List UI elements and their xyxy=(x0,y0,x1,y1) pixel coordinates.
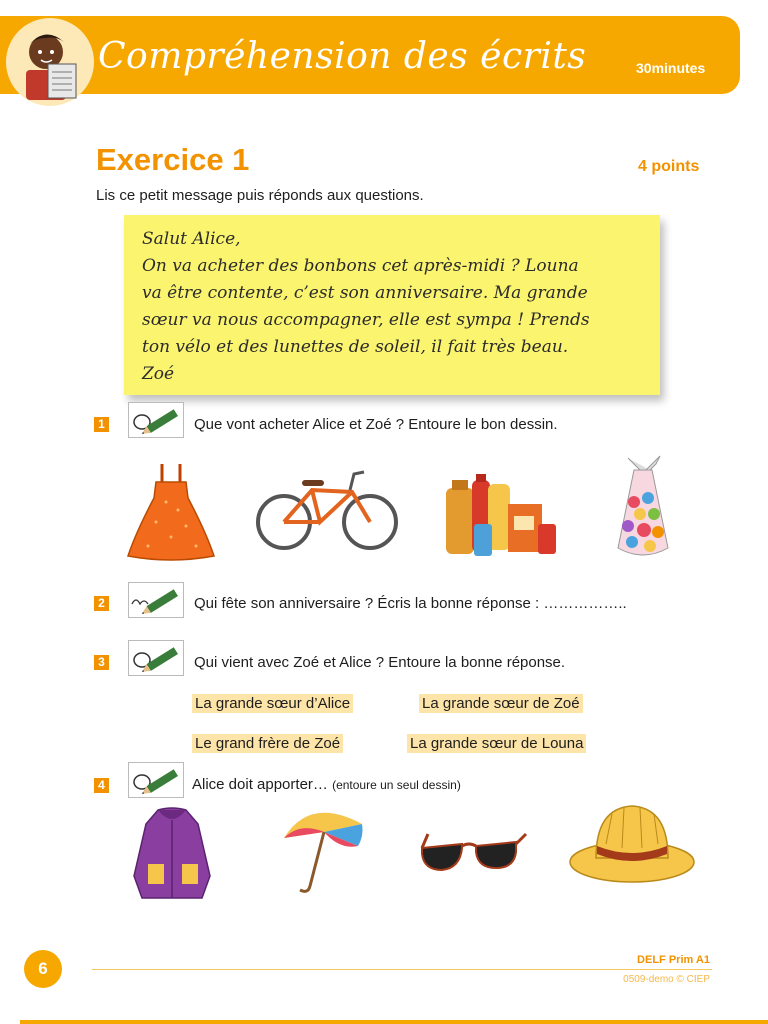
question-text: Qui fête son anniversaire ? Écris la bonne réponse : …………….. xyxy=(194,595,627,612)
note-line: ton vélo et des lunettes de soleil, il fait très beau. xyxy=(142,337,569,357)
footer-copyright: 0509-demo © CIEP xyxy=(623,974,710,985)
answer-choice[interactable]: La grande sœur de Zoé xyxy=(419,694,583,713)
drinks-picture[interactable] xyxy=(442,474,560,560)
pencil-circle-icon xyxy=(128,640,184,676)
candy-bag-picture[interactable] xyxy=(610,452,676,564)
pencil-write-icon xyxy=(128,582,184,618)
section-title: Compréhension des écrits xyxy=(98,36,587,77)
question-text-main: Alice doit apporter… xyxy=(192,776,328,793)
note-line: sœur va nous accompagner, elle est sympa ! Prends xyxy=(142,310,590,330)
bicycle-picture[interactable] xyxy=(252,466,400,554)
raincoat-picture[interactable] xyxy=(128,806,216,902)
note-line: Salut Alice, xyxy=(142,229,241,249)
footer-exam-label: DELF Prim A1 xyxy=(637,954,710,966)
note-line: On va acheter des bonbons cet après-midi ? Louna xyxy=(142,256,579,276)
bottom-bar xyxy=(20,1020,768,1024)
question-text xyxy=(192,776,461,793)
note-line: va être contente, c’est son anniversaire. Ma grande xyxy=(142,283,588,303)
duration-label: 30minutes xyxy=(636,60,706,76)
footer-divider xyxy=(92,969,712,970)
question-number: 3 xyxy=(94,655,109,670)
question-number: 2 xyxy=(94,596,109,611)
note-line: Zoé xyxy=(142,364,175,384)
umbrella-picture[interactable] xyxy=(280,802,366,896)
question-number: 4 xyxy=(94,778,109,793)
answer-choice[interactable]: Le grand frère de Zoé xyxy=(192,734,343,753)
question-note: (entoure un seul dessin) xyxy=(332,778,461,792)
question-number: 1 xyxy=(94,417,109,432)
answer-choice[interactable]: La grande sœur de Louna xyxy=(407,734,586,753)
page-number: 6 xyxy=(24,950,62,988)
question-text: Que vont acheter Alice et Zoé ? Entoure le bon dessin. xyxy=(194,416,558,433)
dress-picture[interactable] xyxy=(126,462,216,562)
exercise-instruction: Lis ce petit message puis réponds aux questions. xyxy=(96,187,424,204)
straw-hat-picture[interactable] xyxy=(566,800,698,888)
question-text: Qui vient avec Zoé et Alice ? Entoure la bonne réponse. xyxy=(194,654,566,671)
pencil-circle-icon xyxy=(128,402,184,438)
pencil-circle-icon xyxy=(128,762,184,798)
answer-choice[interactable]: La grande sœur d’Alice xyxy=(192,694,353,713)
exercise-points: 4 points xyxy=(638,158,700,175)
message-note xyxy=(124,215,660,395)
reading-child-icon xyxy=(6,14,94,114)
exercise-title: Exercice 1 xyxy=(96,142,250,177)
sunglasses-picture[interactable] xyxy=(418,832,528,884)
